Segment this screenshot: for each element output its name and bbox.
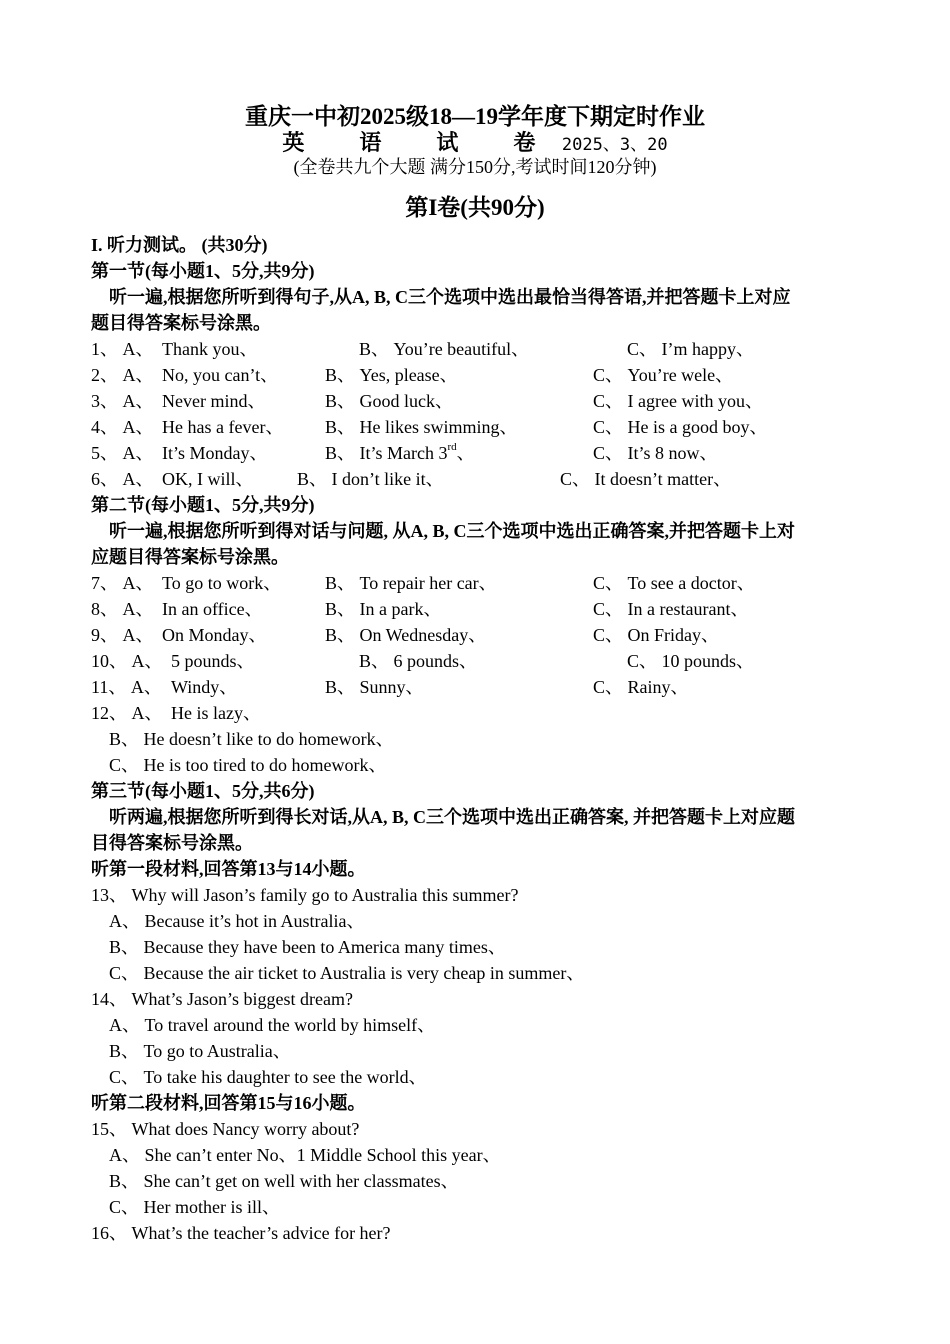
question-number: 4、 A、 [91,417,154,437]
option-b: B、 You’re beautiful、 [359,339,530,359]
question-number: 6、 A、 [91,469,154,489]
option-c: C、 Because the air ticket to Australia is very cheap in summer、 [109,963,585,983]
option-b: B、 To go to Australia、 [109,1041,291,1061]
option-a: He is lazy、 [171,703,261,723]
question-number: 7、 A、 [91,573,154,593]
exam-date: 2025、3、20 [561,135,668,155]
option-a: To go to work、 [162,573,282,593]
option-c: C、 In a restaurant、 [593,599,749,619]
question-stem: 16、 What’s the teacher’s advice for her? [91,1223,391,1243]
option-b-end: 、 [456,443,475,463]
option-a: Windy、 [171,677,238,697]
question-row [91,596,871,622]
option-a: 5 pounds、 [171,651,255,671]
option-c: C、 He is too tired to do homework、 [109,755,387,775]
question-row [91,388,871,414]
ordinal-suffix: rd [447,441,457,453]
subsection-heading: 第三节(每小题1、5分,共6分) [91,781,315,801]
question-number: 2、 A、 [91,365,154,385]
instruction-text: 听一遍,根据您所听到得句子,从A, B, C三个选项中选出最恰当得答语,并把答题卡上对应 [109,287,791,307]
instruction-text: 目得答案标号涂黑。 [91,833,253,853]
option-a: A、 To travel around the world by himself、 [109,1015,436,1035]
option-c: C、 I agree with you、 [593,391,763,411]
question-row [91,622,871,648]
question-stem: 14、 What’s Jason’s biggest dream? [91,989,353,1009]
question-stem: 13、 Why will Jason’s family go to Australia this summer? [91,885,519,905]
question-row [91,336,871,362]
option-a: OK, I will、 [162,469,254,489]
subject-label: 英 语 试 卷 [282,130,552,155]
question-number: 3、 A、 [91,391,154,411]
option-a: He has a fever、 [162,417,284,437]
option-a: A、 She can’t enter No、1 Middle School this year、 [109,1145,501,1165]
option-b-text: B、 It’s March 3 [325,443,448,463]
option-b: B、 Because they have been to America many times、 [109,937,506,957]
question-row [91,466,871,492]
question-number: 5、 A、 [91,443,154,463]
option-a: A、 Because it’s hot in Australia、 [109,911,365,931]
option-a: On Monday、 [162,625,267,645]
question-number: 8、 A、 [91,599,154,619]
option-c: C、 He is a good boy、 [593,417,768,437]
option-b: B、 She can’t get on well with her classmates、 [109,1171,459,1191]
section-heading: I. 听力测试。 (共30分) [91,235,268,255]
option-c: C、 It’s 8 now、 [593,443,718,463]
option-b: B、 In a park、 [325,599,442,619]
question-row [91,648,871,674]
option-b: B、 6 pounds、 [359,651,478,671]
question-row [91,440,871,466]
option-a: In an office、 [162,599,263,619]
material-heading: 听第一段材料,回答第13与14小题。 [91,859,366,879]
instruction-text: 应题目得答案标号涂黑。 [91,547,289,567]
option-c: C、 10 pounds、 [627,651,755,671]
option-b: B、 On Wednesday、 [325,625,487,645]
instruction-text: 听一遍,根据您所听到得对话与问题, 从A, B, C三个选项中选出正确答案,并把答题卡上对 [109,521,796,541]
exam-note: (全卷共九个大题 满分150分,考试时间120分钟) [293,157,657,177]
question-number: 12、 A、 [91,703,163,723]
option-c: C、 To see a doctor、 [593,573,755,593]
part-heading: 第I卷(共90分) [405,195,545,220]
option-c: C、 You’re wele、 [593,365,734,385]
subsection-heading: 第一节(每小题1、5分,共9分) [91,261,315,281]
option-c: C、 Her mother is ill、 [109,1197,280,1217]
option-c: C、 On Friday、 [593,625,719,645]
option-c: C、 I’m happy、 [627,339,754,359]
question-number: 1、 A、 [91,339,154,359]
option-c: C、 Rainy、 [593,677,689,697]
question-row [91,700,871,726]
option-c: C、 To take his daughter to see the world、 [109,1067,427,1087]
subsection-heading: 第二节(每小题1、5分,共9分) [91,495,315,515]
question-row [91,414,871,440]
option-b: B、 To repair her car、 [325,573,497,593]
option-b: B、 Sunny、 [325,677,424,697]
option-b: B、 Good luck、 [325,391,453,411]
question-row [91,570,871,596]
option-a: It’s Monday、 [162,443,268,463]
question-number: 10、 A、 [91,651,163,671]
question-stem: 15、 What does Nancy worry about? [91,1119,360,1139]
option-b: B、 I don’t like it、 [297,469,444,489]
option-a: Thank you、 [162,339,258,359]
option-b: B、 He likes swimming、 [325,417,518,437]
question-row [91,362,871,388]
option-a: Never mind、 [162,391,266,411]
question-number: 11、 A、 [91,677,162,697]
instruction-text: 题目得答案标号涂黑。 [91,313,271,333]
exam-body [91,232,871,1246]
option-c: C、 It doesn’t matter、 [560,469,732,489]
exam-title: 重庆一中初2025级18—19学年度下期定时作业 [245,104,705,129]
option-b: B、 He doesn’t like to do homework、 [109,729,394,749]
option-b [325,440,475,466]
material-heading: 听第二段材料,回答第15与16小题。 [91,1093,366,1113]
option-a: No, you can’t、 [162,365,279,385]
question-number: 9、 A、 [91,625,154,645]
instruction-text: 听两遍,根据您所听到得长对话,从A, B, C三个选项中选出正确答案, 并把答题卡上对应题 [109,807,796,827]
option-b: B、 Yes, please、 [325,365,458,385]
question-row [91,674,871,700]
